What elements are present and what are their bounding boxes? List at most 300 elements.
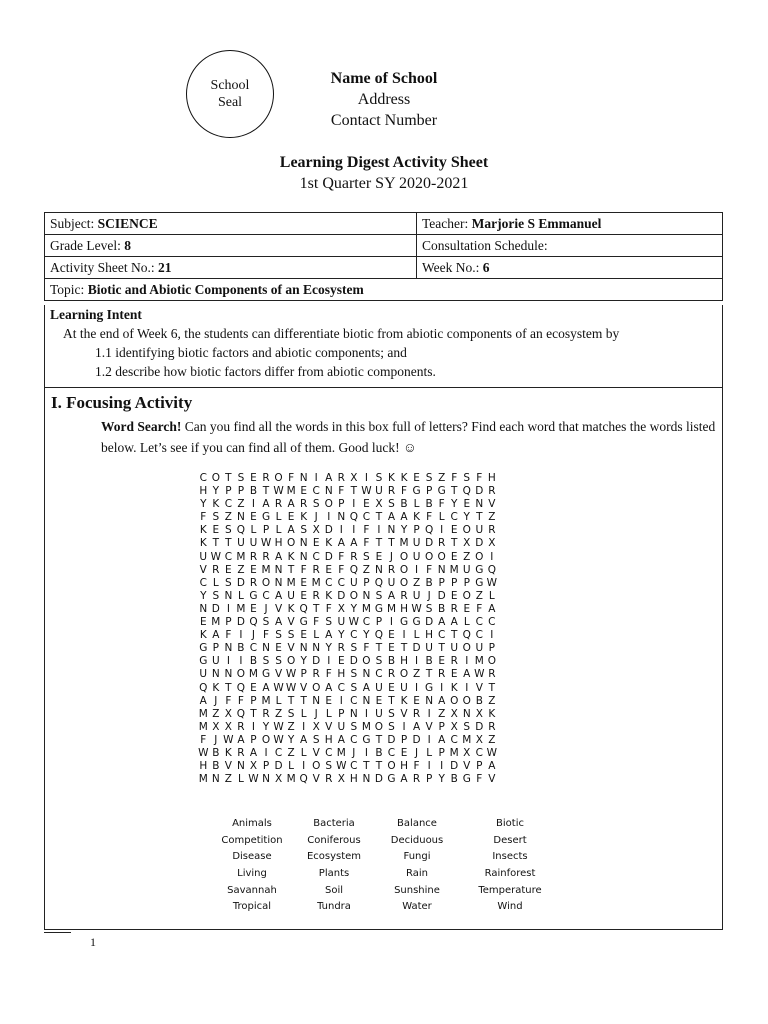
sheet-title-block [0, 152, 768, 194]
grid-letter: H [199, 485, 208, 498]
grid-letter: J [427, 589, 431, 602]
grid-letter: A [274, 550, 283, 563]
grid-letter: A [387, 511, 396, 524]
grid-letter: R [237, 746, 245, 759]
grid-letter: G [299, 616, 308, 629]
grid-letter: V [274, 602, 283, 615]
grid-letter: U [237, 537, 245, 550]
grid-letter: W [285, 668, 297, 681]
grid-letter: F [401, 485, 408, 498]
grid-letter: Y [325, 642, 332, 655]
grid-letter: U [375, 681, 383, 694]
grid-letter: T [400, 642, 408, 655]
grid-letter: E [199, 616, 207, 629]
word-list-item: Coniferous [307, 834, 361, 846]
grid-letter: M [248, 668, 258, 681]
grid-letter: P [438, 576, 445, 589]
grid-letter: C [325, 746, 333, 759]
grid-letter: B [375, 746, 383, 759]
grid-letter: U [375, 485, 383, 498]
grid-letter: P [363, 576, 370, 589]
teacher-cell [417, 213, 723, 235]
grid-letter: C [450, 511, 458, 524]
grid-letter: C [262, 589, 270, 602]
grid-letter: P [212, 642, 219, 655]
grid-letter: N [211, 773, 220, 786]
grid-letter: S [425, 472, 433, 484]
grid-letter: J [264, 602, 268, 615]
grid-row [197, 747, 498, 760]
grid-letter: K [400, 694, 408, 707]
grid-letter: W [348, 616, 360, 629]
grid-letter: T [312, 602, 320, 615]
grid-letter: F [363, 642, 370, 655]
grid-letter: D [437, 589, 446, 602]
grid-letter: P [262, 760, 270, 773]
grid-letter: R [450, 655, 458, 668]
grid-row [197, 668, 498, 681]
grid-letter: L [313, 629, 320, 642]
grid-letter: V [300, 681, 308, 694]
word-list-item: Biotic [496, 818, 524, 829]
grid-letter: I [440, 524, 444, 537]
grid-letter: M [198, 720, 208, 733]
grid-letter: Y [363, 629, 370, 642]
grid-letter: U [450, 642, 459, 655]
grid-letter: U [400, 681, 408, 694]
grid-row [197, 485, 498, 498]
grid-letter: Y [200, 589, 207, 602]
grade-cell [45, 235, 417, 257]
grid-letter: O [274, 472, 283, 484]
grid-letter: Y [212, 485, 220, 498]
grid-letter: T [476, 511, 483, 524]
grid-letter: P [400, 733, 408, 746]
grid-letter: W [198, 746, 209, 759]
grid-letter: X [212, 720, 220, 733]
grid-letter: K [413, 511, 421, 524]
grid-letter: Y [451, 498, 458, 511]
grid-letter: E [450, 589, 458, 602]
grid-letter: Q [487, 563, 496, 576]
grid-letter: A [387, 589, 396, 602]
grid-letter: M [462, 733, 472, 746]
grid-letter: W [361, 485, 372, 498]
grid-letter: M [361, 602, 371, 615]
grid-letter: N [224, 642, 233, 655]
grid-letter: D [349, 655, 358, 668]
grid-row [197, 616, 498, 629]
grid-letter: C [274, 746, 283, 759]
grid-letter: Q [349, 563, 358, 576]
grid-letter: G [399, 616, 409, 629]
word-list-item: Desert [493, 834, 527, 846]
grid-letter: M [261, 694, 271, 707]
grid-letter: G [261, 668, 271, 681]
topic-value: Biotic and Abiotic Components of an Ecosystem [87, 281, 364, 297]
grid-letter: O [261, 733, 271, 746]
grade-label: Grade Level: [50, 237, 125, 253]
grid-letter: S [275, 655, 282, 668]
grid-letter: S [375, 655, 383, 668]
grid-letter: X [488, 537, 496, 550]
grid-letter: F [237, 694, 244, 707]
grid-letter: N [387, 524, 396, 537]
word-list-item: Rainforest [484, 868, 536, 880]
grid-letter: F [438, 498, 445, 511]
grid-letter: B [249, 655, 258, 668]
grid-letter: I [339, 694, 343, 707]
grid-letter: N [324, 485, 333, 498]
seal-text-line1: School [210, 78, 250, 93]
grid-letter: K [388, 472, 395, 484]
grid-letter: T [300, 694, 307, 707]
grid-letter: E [225, 563, 232, 576]
grid-letter: E [413, 694, 420, 707]
grid-letter: Z [463, 550, 471, 563]
consultation-label: Consultation Schedule: [422, 237, 548, 253]
grid-letter: A [400, 511, 408, 524]
grid-letter: T [451, 485, 458, 498]
grid-letter: P [463, 576, 470, 589]
grid-letter: U [287, 589, 295, 602]
grid-letter: U [249, 537, 258, 550]
learning-intent-heading: Learning Intent [50, 307, 142, 322]
grid-letter: O [236, 668, 246, 681]
grid-letter: A [262, 498, 270, 511]
word-search-instruction-text: Can you find all the words in this box full of letters? Find each word that matches the words listed below. Let’s see if you can find all of them. Good luck! ☺ [101, 419, 716, 455]
teacher-value: Marjorie S Emmanuel [471, 215, 602, 231]
grid-letter: K [287, 550, 295, 563]
grid-letter: H [487, 472, 496, 484]
grid-letter: C [312, 550, 320, 563]
word-list-item: Wind [497, 901, 523, 913]
grid-letter: K [224, 746, 232, 759]
grid-letter: D [387, 733, 396, 746]
grid-letter: O [475, 550, 484, 563]
grid-letter: C [450, 733, 458, 746]
grid-letter: X [249, 760, 258, 773]
grid-letter: F [476, 773, 483, 786]
grid-letter: R [412, 773, 421, 786]
grid-letter: B [212, 746, 220, 759]
grid-letter: B [249, 485, 258, 498]
grid-letter: D [475, 720, 484, 733]
grid-letter: T [375, 642, 383, 655]
grid-letter: V [274, 668, 283, 681]
grid-row [197, 564, 498, 577]
grid-letter: Y [438, 773, 445, 786]
grid-letter: M [211, 616, 221, 629]
grid-letter: X [463, 537, 471, 550]
grid-letter: A [337, 733, 345, 746]
grid-letter: O [387, 760, 396, 773]
grid-letter: X [274, 773, 283, 786]
grid-letter: C [362, 511, 371, 524]
grid-letter: N [312, 642, 321, 655]
grid-letter: I [389, 616, 394, 629]
grid-letter: C [350, 733, 358, 746]
grid-letter: K [287, 602, 295, 615]
grid-letter: Q [299, 602, 308, 615]
grid-letter: A [199, 694, 207, 707]
grid-letter: I [352, 498, 356, 511]
grid-letter: O [211, 472, 220, 484]
grid-letter: C [199, 472, 207, 484]
grid-letter: J [314, 511, 318, 524]
grid-letter: I [440, 681, 444, 694]
grid-letter: I [415, 681, 419, 694]
grid-letter: R [312, 589, 320, 602]
grid-letter: O [286, 655, 296, 668]
grid-letter: A [438, 733, 446, 746]
grid-letter: A [362, 681, 370, 694]
grid-letter: S [425, 602, 433, 615]
grid-letter: U [387, 576, 396, 589]
grid-letter: H [425, 629, 434, 642]
grid-letter: N [362, 589, 371, 602]
grid-letter: G [425, 681, 434, 694]
grid-letter: K [450, 681, 458, 694]
grid-letter: M [198, 707, 208, 720]
grid-letter: G [387, 773, 396, 786]
school-address: Address [357, 91, 411, 108]
grid-letter: E [388, 681, 395, 694]
grid-letter: T [388, 694, 395, 707]
grid-letter: T [451, 537, 458, 550]
grid-letter: N [362, 694, 371, 707]
grid-letter: Z [488, 511, 496, 524]
grid-letter: V [287, 642, 295, 655]
grid-letter: E [375, 550, 383, 563]
word-search-instructions [101, 416, 716, 458]
grid-letter: X [375, 498, 383, 511]
grid-letter: A [262, 681, 270, 694]
grid-letter: X [337, 602, 345, 615]
grid-letter: M [474, 655, 484, 668]
grid-letter: Z [362, 563, 370, 576]
grid-letter: H [274, 537, 283, 550]
grid-letter: G [261, 511, 271, 524]
grid-letter: L [237, 773, 244, 786]
grid-letter: A [274, 589, 283, 602]
grid-letter: X [450, 707, 458, 720]
grid-letter: C [375, 668, 383, 681]
grid-letter: C [337, 576, 345, 589]
grid-letter: T [375, 511, 383, 524]
grid-letter: L [325, 707, 332, 720]
grid-letter: I [302, 760, 306, 773]
grid-letter: E [450, 524, 458, 537]
grid-letter: V [224, 760, 232, 773]
grid-letter: F [325, 668, 332, 681]
grid-letter: C [350, 760, 358, 773]
grid-letter: Q [374, 629, 384, 642]
grid-letter: D [475, 537, 484, 550]
grid-letter: B [450, 773, 458, 786]
grid-letter: R [438, 537, 446, 550]
grid-letter: Z [412, 668, 421, 681]
grid-letter: T [375, 733, 383, 746]
sheet-no-cell [45, 257, 417, 279]
grid-letter: K [325, 589, 333, 602]
grid-letter: G [437, 485, 446, 498]
grid-letter: F [313, 616, 320, 629]
grid-letter: X [224, 720, 232, 733]
grid-letter: L [237, 589, 244, 602]
grid-letter: R [212, 563, 220, 576]
grid-letter: R [387, 563, 396, 576]
grid-letter: V [199, 563, 207, 576]
grid-letter: O [399, 563, 409, 576]
grid-letter: T [425, 668, 433, 681]
grid-letter: N [236, 511, 245, 524]
grid-letter: R [337, 642, 345, 655]
grid-letter: Q [236, 707, 246, 720]
grid-letter: L [275, 694, 282, 707]
grid-letter: L [300, 746, 307, 759]
grid-letter: O [487, 655, 496, 668]
grid-letter: Q [374, 576, 384, 589]
grid-letter: E [375, 694, 383, 707]
word-list-item: Living [237, 868, 267, 880]
word-list-item: Deciduous [390, 834, 444, 846]
grid-letter: R [488, 668, 496, 681]
school-seal-placeholder [186, 50, 274, 138]
grid-letter: A [325, 681, 333, 694]
grid-letter: O [261, 576, 271, 589]
grid-letter: S [363, 550, 370, 563]
grid-letter: I [327, 511, 331, 524]
grid-letter: N [362, 668, 371, 681]
grid-letter: U [375, 707, 383, 720]
grid-letter: Y [350, 602, 358, 615]
grid-letter: B [387, 655, 396, 668]
grid-letter: I [226, 602, 230, 615]
week-value: 6 [482, 259, 490, 275]
grid-letter: Z [237, 498, 245, 511]
grid-letter: M [261, 563, 271, 576]
grid-letter: Q [349, 511, 358, 524]
grid-letter: F [200, 733, 207, 746]
grid-letter: U [475, 524, 484, 537]
grid-letter: O [399, 576, 409, 589]
grid-letter: U [425, 642, 433, 655]
grid-letter: L [212, 576, 219, 589]
grid-letter: S [388, 707, 395, 720]
grid-letter: K [199, 524, 207, 537]
grid-letter: N [274, 563, 283, 576]
grid-letter: D [337, 589, 346, 602]
grid-letter: C [337, 681, 345, 694]
grid-letter: Y [200, 498, 207, 511]
grid-letter: Z [212, 707, 220, 720]
grid-letter: V [287, 616, 295, 629]
grid-letter: E [438, 655, 445, 668]
grid-letter: S [325, 616, 333, 629]
grid-letter: L [426, 746, 433, 759]
grid-letter: B [237, 642, 245, 655]
grid-letter: L [413, 629, 420, 642]
grid-letter: W [260, 537, 272, 550]
grid-letter: L [488, 589, 495, 602]
grid-letter: Q [236, 681, 246, 694]
grid-row [197, 734, 498, 747]
grid-letter: C [488, 616, 496, 629]
grid-letter: P [237, 485, 245, 498]
grid-letter: C [437, 629, 446, 642]
grid-letter: P [375, 616, 383, 629]
grid-letter: B [212, 760, 220, 773]
grid-letter: A [287, 524, 295, 537]
grid-letter: Y [338, 629, 345, 642]
grid-letter: M [386, 602, 396, 615]
grid-letter: G [412, 485, 421, 498]
grid-letter: Y [463, 511, 470, 524]
grid-letter: F [200, 511, 207, 524]
grid-letter: Q [236, 524, 246, 537]
grid-letter: V [312, 746, 320, 759]
grid-letter: K [212, 498, 220, 511]
grid-letter: R [488, 524, 496, 537]
grid-letter: W [210, 550, 222, 563]
grid-letter: O [450, 694, 459, 707]
grid-letter: M [399, 537, 409, 550]
grid-letter: P [250, 733, 257, 746]
page-number: 1 [90, 935, 96, 949]
grid-letter: B [425, 655, 433, 668]
word-list-item: Soil [324, 884, 344, 896]
grid-letter: R [325, 773, 333, 786]
grid-letter: M [311, 576, 321, 589]
grid-letter: E [287, 511, 295, 524]
grid-row [197, 472, 498, 485]
grid-letter: L [463, 616, 470, 629]
word-list [208, 816, 558, 916]
grid-letter: I [465, 681, 469, 694]
grid-letter: B [475, 694, 483, 707]
grid-letter: C [362, 616, 371, 629]
info-table [44, 212, 723, 301]
grid-letter: N [224, 589, 233, 602]
grid-letter: R [262, 550, 270, 563]
grid-letter: N [375, 563, 383, 576]
grid-letter: I [239, 629, 243, 642]
grid-letter: T [488, 681, 496, 694]
grid-letter: A [438, 616, 446, 629]
grid-letter: D [211, 602, 220, 615]
grid-letter: I [415, 655, 419, 668]
grid-letter: G [412, 616, 421, 629]
grid-letter: U [462, 563, 471, 576]
grid-letter: W [285, 681, 297, 694]
grid-letter: W [411, 602, 422, 615]
grid-letter: W [273, 733, 284, 746]
grid-letter: A [325, 472, 333, 484]
grid-letter: A [412, 720, 421, 733]
grid-letter: I [364, 707, 368, 720]
grid-letter: N [224, 668, 233, 681]
grid-letter: I [302, 720, 306, 733]
grid-letter: A [350, 537, 358, 550]
grid-letter: A [488, 760, 496, 773]
grid-letter: D [425, 537, 434, 550]
grid-letter: C [475, 616, 483, 629]
grid-letter: F [300, 563, 307, 576]
grid-letter: X [337, 773, 345, 786]
grid-letter: N [199, 602, 208, 615]
grid-row [197, 760, 498, 773]
